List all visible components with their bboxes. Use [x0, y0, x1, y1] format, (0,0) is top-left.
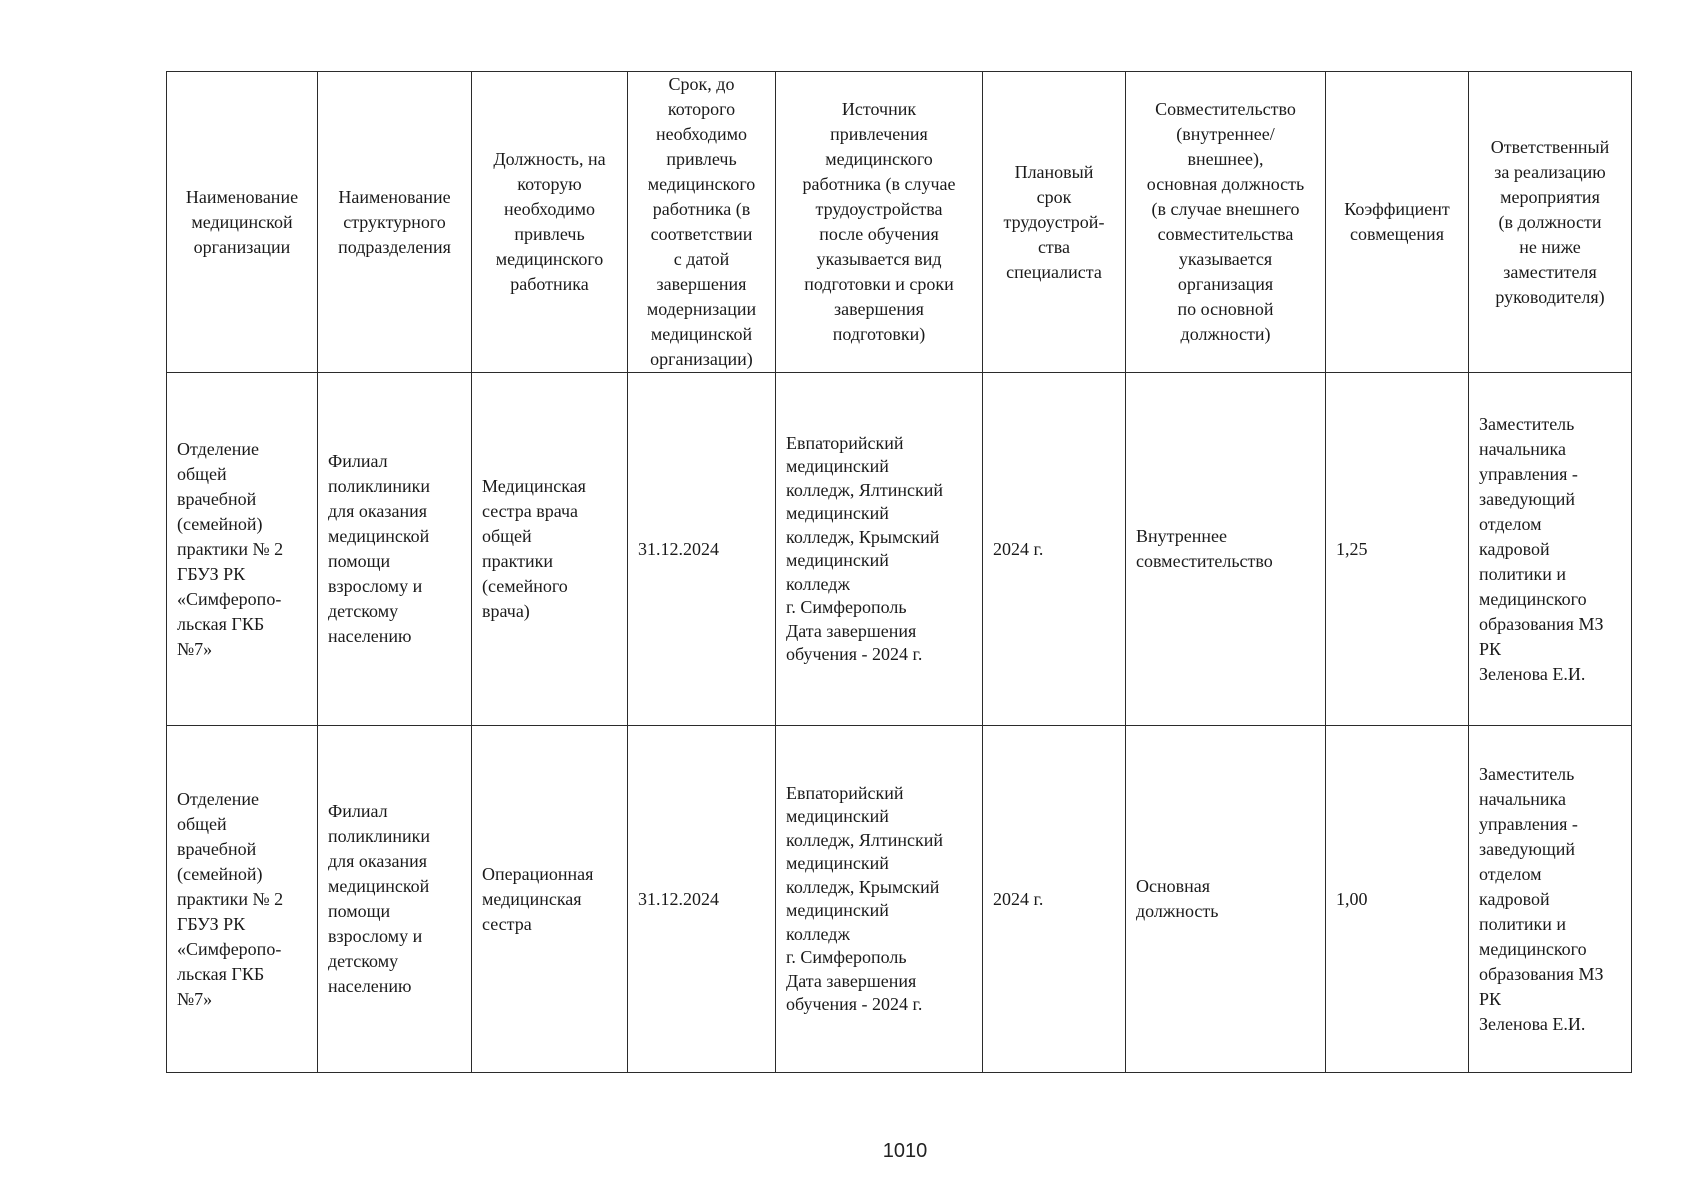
cell-position: Операционная медицинская сестра	[472, 726, 628, 1073]
cell-combination: Основная должность	[1126, 726, 1326, 1073]
header-combination: Совместительство (внутреннее/ внешнее), основная должность (в случае внешнего совместительства указывается организация по основной должности)	[1126, 72, 1326, 373]
cell-responsible: Заместитель начальника управления - заведующий отделом кадровой политики и медицинского образования МЗ РК Зеленова Е.И.	[1469, 726, 1632, 1073]
cell-responsible: Заместитель начальника управления - заведующий отделом кадровой политики и медицинского образования МЗ РК Зеленова Е.И.	[1469, 373, 1632, 726]
table-row	[167, 373, 1632, 726]
cell-coefficient: 1,00	[1326, 726, 1469, 1073]
page-number: 1010	[882, 1140, 928, 1162]
cell-position: Медицинская сестра врача общей практики (семейного врача)	[472, 373, 628, 726]
staffing-table	[166, 71, 1632, 1073]
cell-planned-term: 2024 г.	[983, 726, 1126, 1073]
cell-division: Филиал поликлиники для оказания медицинской помощи взрослому и детскому населению	[318, 373, 472, 726]
header-responsible: Ответственный за реализацию мероприятия (в должности не ниже заместителя руководителя)	[1469, 72, 1632, 373]
cell-coefficient: 1,25	[1326, 373, 1469, 726]
header-division: Наименование структурного подразделения	[318, 72, 472, 373]
cell-division: Филиал поликлиники для оказания медицинской помощи взрослому и детскому населению	[318, 726, 472, 1073]
cell-combination: Внутреннее совместительство	[1126, 373, 1326, 726]
table-row	[167, 726, 1632, 1073]
header-planned-term: Плановый срок трудоустрой- ства специалиста	[983, 72, 1126, 373]
cell-source: Евпаторийский медицинский колледж, Ялтинский медицинский колледж, Крымский медицинский колледж г. Симферополь Дата завершения обучения - 2024 г.	[776, 726, 983, 1073]
cell-source: Евпаторийский медицинский колледж, Ялтинский медицинский колледж, Крымский медицинский колледж г. Симферополь Дата завершения обучения - 2024 г.	[776, 373, 983, 726]
header-coefficient: Коэффициент совмещения	[1326, 72, 1469, 373]
header-deadline: Срок, до которого необходимо привлечь медицинского работника (в соответствии с датой завершения модернизации медицинской организации)	[628, 72, 776, 373]
table-header-row	[167, 72, 1632, 373]
header-organization: Наименование медицинской организации	[167, 72, 318, 373]
cell-deadline: 31.12.2024	[628, 373, 776, 726]
header-position: Должность, на которую необходимо привлечь медицинского работника	[472, 72, 628, 373]
cell-planned-term: 2024 г.	[983, 373, 1126, 726]
cell-organization: Отделение общей врачебной (семейной) практики № 2 ГБУЗ РК «Симферопо- льская ГКБ №7»	[167, 726, 318, 1073]
cell-organization: Отделение общей врачебной (семейной) практики № 2 ГБУЗ РК «Симферопо- льская ГКБ №7»	[167, 373, 318, 726]
cell-deadline: 31.12.2024	[628, 726, 776, 1073]
header-source: Источник привлечения медицинского работника (в случае трудоустройства после обучения указывается вид подготовки и сроки завершения подготовки)	[776, 72, 983, 373]
